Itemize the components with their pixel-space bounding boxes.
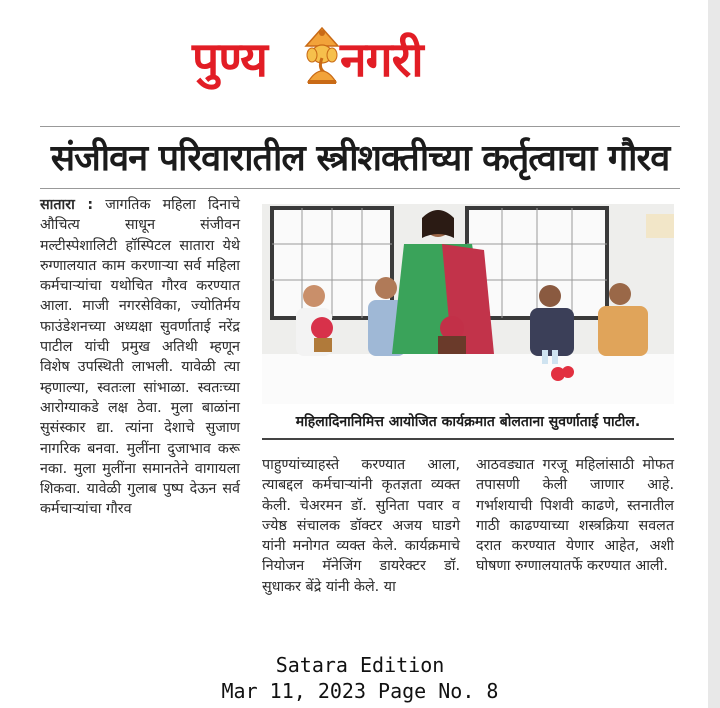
masthead-rule	[40, 126, 680, 127]
page-edge	[708, 0, 720, 708]
dateline-place: सातारा :	[40, 197, 94, 213]
masthead	[190, 24, 490, 94]
article-column-1	[40, 195, 240, 520]
column-1-text: जागतिक महिला दिनाचे औचित्य साधून संजीवन मल्टीस्पेशालिटी हॉस्पिटल सातारा येथे रुग्णालयात काम करणाऱ्या सर्व महिला कर्मचाऱ्यांचा यथोचित गौरव करण्यात आला. माजी नगरसेविका, ज्योतिर्मय फाउंडेशनच्या अध्यक्षा सुवर्णाताई नरेंद्र पाटील यांची प्रमुख अतिथी म्हणून विशेष उपस्थिती लाभली. यावेळी त्या म्हणाल्या, स्वतःला सांभाळा. स्वतःच्या आरोग्याकडे लक्ष ठेवा. मुला बाळांना सुसंस्कार द्या. त्यांना देशाचे सुजाण नागरिक बनवा. मुलींना दुजाभाव करू नका. मुला मुलींना समानतेने वागायला शिकवा. यावेळी गुलाब पुष्प देऊन सर्व कर्मचाऱ्यांचा गौरव	[40, 197, 240, 518]
edition-label: Satara Edition	[275, 653, 445, 677]
article-column-3	[476, 455, 674, 577]
event-photo-illustration	[262, 204, 674, 404]
article-column-2	[262, 455, 460, 597]
date-page-label: Mar 11, 2023 Page No. 8	[221, 679, 499, 703]
column-2-text: पाहुण्यांच्याहस्ते करण्यात आला, त्याबद्दल कर्मचाऱ्यांनी कृतज्ञता व्यक्त केली. चेअरमन डॉ. सुनिता पवार व ज्येष्ठ संचालक डॉक्टर अजय घाडगे यांनी मनोगत व्यक्त केले. कार्यक्रमाचे नियोजन मॅनेजिंग डायरेक्टर डॉ. सुधाकर बेंद्रे यांनी केले. या	[262, 457, 460, 595]
column-3-text: आठवड्यात गरजू महिलांसाठी मोफत तपासणी केली जाणार आहे. गर्भाशयाची पिशवी काढणे, स्तनातील गाठी काढण्याच्या शस्त्रक्रिया सवलत दरात करण्यात येणार आहेत, अशी घोषणा रुग्णालयातर्फे करण्यात आली.	[476, 457, 674, 575]
masthead-name-left: पुण्य	[192, 32, 267, 88]
article-headline: संजीवन परिवारातील स्त्रीशक्तीच्या कर्तृत्वाचा गौरव	[50, 138, 670, 179]
masthead-name-right: नगरी	[340, 32, 423, 88]
caption-rule	[262, 438, 674, 440]
ganesha-emblem-icon	[300, 24, 344, 86]
photo-caption: महिलादिनानिमित्त आयोजित कार्यक्रमात बोलताना सुवर्णाताई पाटील.	[295, 414, 641, 430]
event-photo	[262, 204, 674, 404]
headline-rule	[40, 188, 680, 189]
